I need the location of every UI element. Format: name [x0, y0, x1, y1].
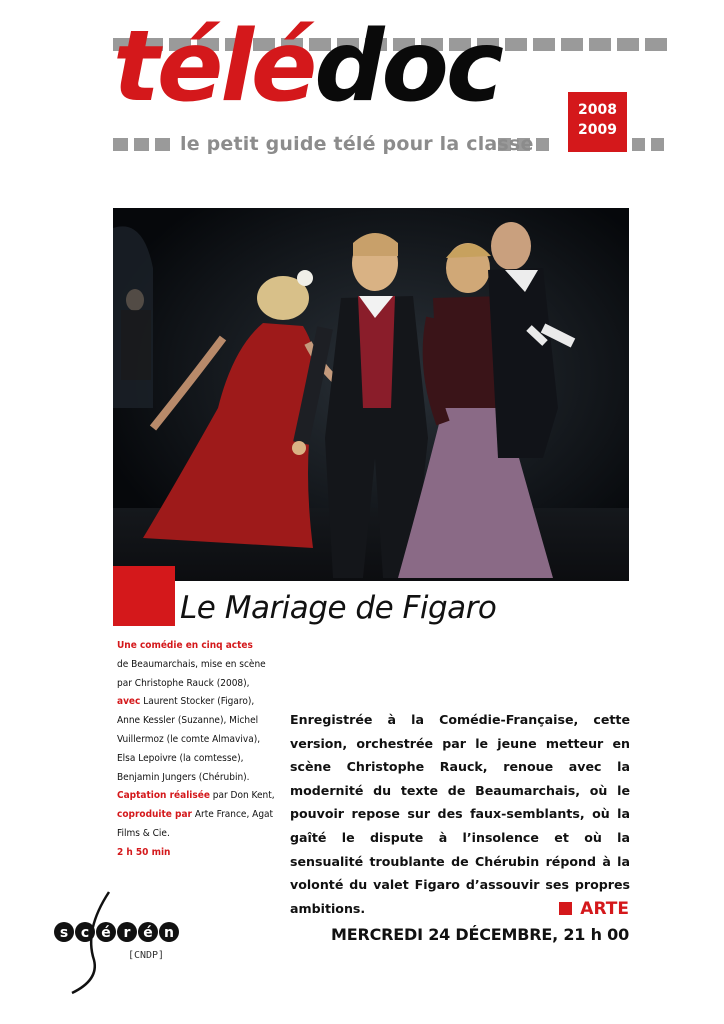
credits-genre: Une comédie en cinq actes	[117, 640, 253, 651]
credits-cast-3: Vuillermoz (le comte Almaviva),	[117, 733, 261, 745]
credits-cast-2: Anne Kessler (Suzanne), Michel	[117, 715, 259, 727]
header-bottom-dashes-left	[113, 138, 170, 151]
header-bottom-dashes-far-right	[632, 138, 664, 151]
logo-letter-1: s	[59, 925, 69, 941]
credits-captation-label: Captation réalisée	[117, 790, 210, 802]
channel-name: ARTE	[580, 899, 629, 919]
year-end: 2009	[578, 122, 617, 138]
credits-coprod-value-2: Films & Cie.	[117, 827, 170, 839]
logo-doc: doc	[314, 10, 501, 124]
credits-cast-4: Elsa Lepoivre (la comtesse),	[117, 752, 244, 764]
stage-photo-illustration	[113, 208, 629, 581]
stage-photo	[113, 208, 629, 581]
logo-letter-2: c	[80, 925, 90, 941]
logo-cndp: [CNDP]	[127, 950, 165, 961]
year-start: 2008	[578, 102, 617, 118]
sceren-cndp-logo	[54, 890, 189, 995]
broadcast-datetime: MERCREDI 24 DÉCEMBRE, 21 h 00	[331, 925, 629, 944]
logo-letter-3: é	[101, 925, 111, 941]
credits-duration: 2 h 50 min	[117, 846, 171, 858]
credits-cast-5: Benjamin Jungers (Chérubin).	[117, 771, 250, 783]
credits-captation-value: par Don Kent,	[212, 790, 275, 802]
credits-cast-first	[117, 693, 282, 712]
tagline: le petit guide télé pour la classe	[180, 133, 534, 155]
year-badge	[568, 92, 627, 152]
title-accent-square	[113, 566, 175, 626]
logo-tel: tél	[113, 10, 251, 124]
credits-avec-label: avec	[117, 696, 141, 708]
program-title: Le Mariage de Figaro	[180, 590, 497, 626]
credits-coprod	[117, 806, 282, 825]
credits-author-2: par Christophe Rauck (2008),	[117, 677, 250, 689]
sceren-logo-graphic	[54, 890, 189, 995]
logo-letter-6: n	[164, 925, 174, 941]
credits-captation	[117, 787, 282, 806]
credits-author-1: de Beaumarchais, mise en scène	[117, 658, 266, 670]
credits-coprod-value-1: Arte France, Agat	[194, 809, 274, 821]
credits-coprod-label: coproduite par	[117, 809, 192, 821]
logo-letter-5: é	[143, 925, 153, 941]
logo-e: é	[250, 10, 315, 124]
credits-block	[117, 637, 282, 863]
channel-square-icon	[559, 902, 572, 915]
logo-letter-4: r	[123, 925, 131, 941]
teledoc-logo	[113, 10, 501, 124]
program-description: Enregistrée à la Comédie-Française, cette version, orchestrée par le jeune metteur en scène Christophe Rauck, renoue avec la modernité du texte de Beaumarchais, où le pouvoir repose sur des faux-semblants, où la gaîté le dispute à l’insolence et où la sensualité troublante de Chérubin répond à la volonté du valet Figaro d’assouvir ses propres ambitions.	[290, 712, 630, 916]
channel-label	[559, 899, 629, 919]
credits-cast-1: Laurent Stocker (Figaro),	[143, 696, 255, 708]
